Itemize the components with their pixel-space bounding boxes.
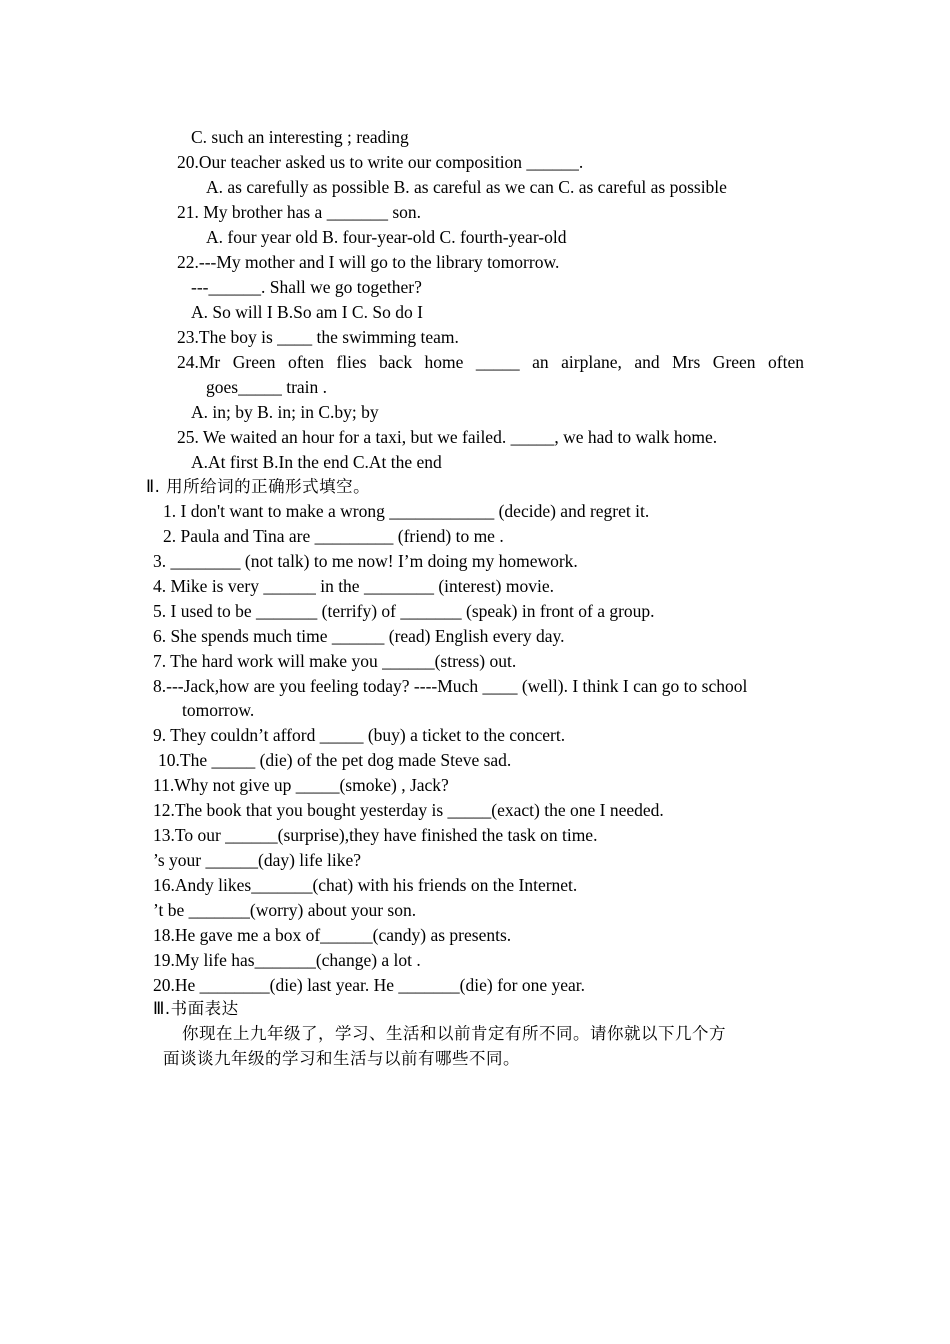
question-24: 24.Mr Green often flies back home _____ an airplane, and Mrs Green often — [177, 352, 804, 372]
question-21: 21. My brother has a _______ son. — [177, 202, 422, 222]
fill-item-12: 12.The book that you bought yesterday is _____(exact) the one I needed. — [153, 800, 664, 820]
section-2-heading: Ⅱ. 用所给词的正确形式填空。 — [146, 477, 371, 496]
question-24-cont: goes_____ train . — [206, 377, 328, 397]
option-line-19c: C. such an interesting ; reading — [191, 127, 409, 147]
fill-item-2: 2. Paula and Tina are _________ (friend) to me . — [163, 526, 504, 546]
question-22-options: A. So will I B.So am I C. So do I — [191, 302, 423, 322]
fill-item-16: 16.Andy likes_______(chat) with his friends on the Internet. — [153, 875, 578, 895]
question-20-options: A. as carefully as possible B. as careful as we can C. as careful as possible — [206, 177, 727, 197]
fill-item-11: 11.Why not give up _____(smoke) , Jack? — [153, 775, 449, 795]
writing-prompt-line-1: 你现在上九年级了，学习、生活和以前肯定有所不同。请你就以下几个方 — [182, 1024, 726, 1043]
question-22: 22.---My mother and I will go to the library tomorrow. — [177, 252, 560, 272]
fill-item-1: 1. I don't want to make a wrong ____________ (decide) and regret it. — [163, 501, 650, 521]
fill-item-13: 13.To our ______(surprise),they have finished the task on time. — [153, 825, 598, 845]
fill-item-9: 9. They couldn’t afford _____ (buy) a ticket to the concert. — [153, 725, 566, 745]
fill-item-17: ’t be _______(worry) about your son. — [153, 900, 417, 920]
question-25-options: A.At first B.In the end C.At the end — [191, 452, 442, 472]
fill-item-3: 3. ________ (not talk) to me now! I’m doing my homework. — [153, 551, 578, 571]
fill-item-8: 8.---Jack,how are you feeling today? ----Much ____ (well). I think I can go to school — [153, 676, 748, 696]
question-24-options: A. in; by B. in; in C.by; by — [191, 402, 379, 422]
writing-prompt-line-2: 面谈谈九年级的学习和生活与以前有哪些不同。 — [163, 1049, 520, 1068]
question-25: 25. We waited an hour for a taxi, but we failed. _____, we had to walk home. — [177, 427, 718, 447]
question-22-reply: ---______. Shall we go together? — [191, 277, 422, 297]
section-3-heading: Ⅲ.书面表达 — [153, 999, 239, 1018]
fill-item-18: 18.He gave me a box of______(candy) as presents. — [153, 925, 512, 945]
fill-item-5: 5. I used to be _______ (terrify) of _______ (speak) in front of a group. — [153, 601, 655, 621]
question-23: 23.The boy is ____ the swimming team. — [177, 327, 459, 347]
fill-item-7: 7. The hard work will make you ______(stress) out. — [153, 651, 517, 671]
question-20: 20.Our teacher asked us to write our composition ______. — [177, 152, 584, 172]
question-21-options: A. four year old B. four-year-old C. fourth-year-old — [206, 227, 567, 247]
fill-item-14: ’s your ______(day) life like? — [153, 850, 362, 870]
fill-item-19: 19.My life has_______(change) a lot . — [153, 950, 421, 970]
fill-item-10: 10.The _____ (die) of the pet dog made Steve sad. — [158, 750, 512, 770]
fill-item-6: 6. She spends much time ______ (read) English every day. — [153, 626, 565, 646]
fill-item-20: 20.He ________(die) last year. He _______(die) for one year. — [153, 975, 586, 995]
fill-item-8-cont: tomorrow. — [182, 700, 255, 720]
fill-item-4: 4. Mike is very ______ in the ________ (interest) movie. — [153, 576, 554, 596]
